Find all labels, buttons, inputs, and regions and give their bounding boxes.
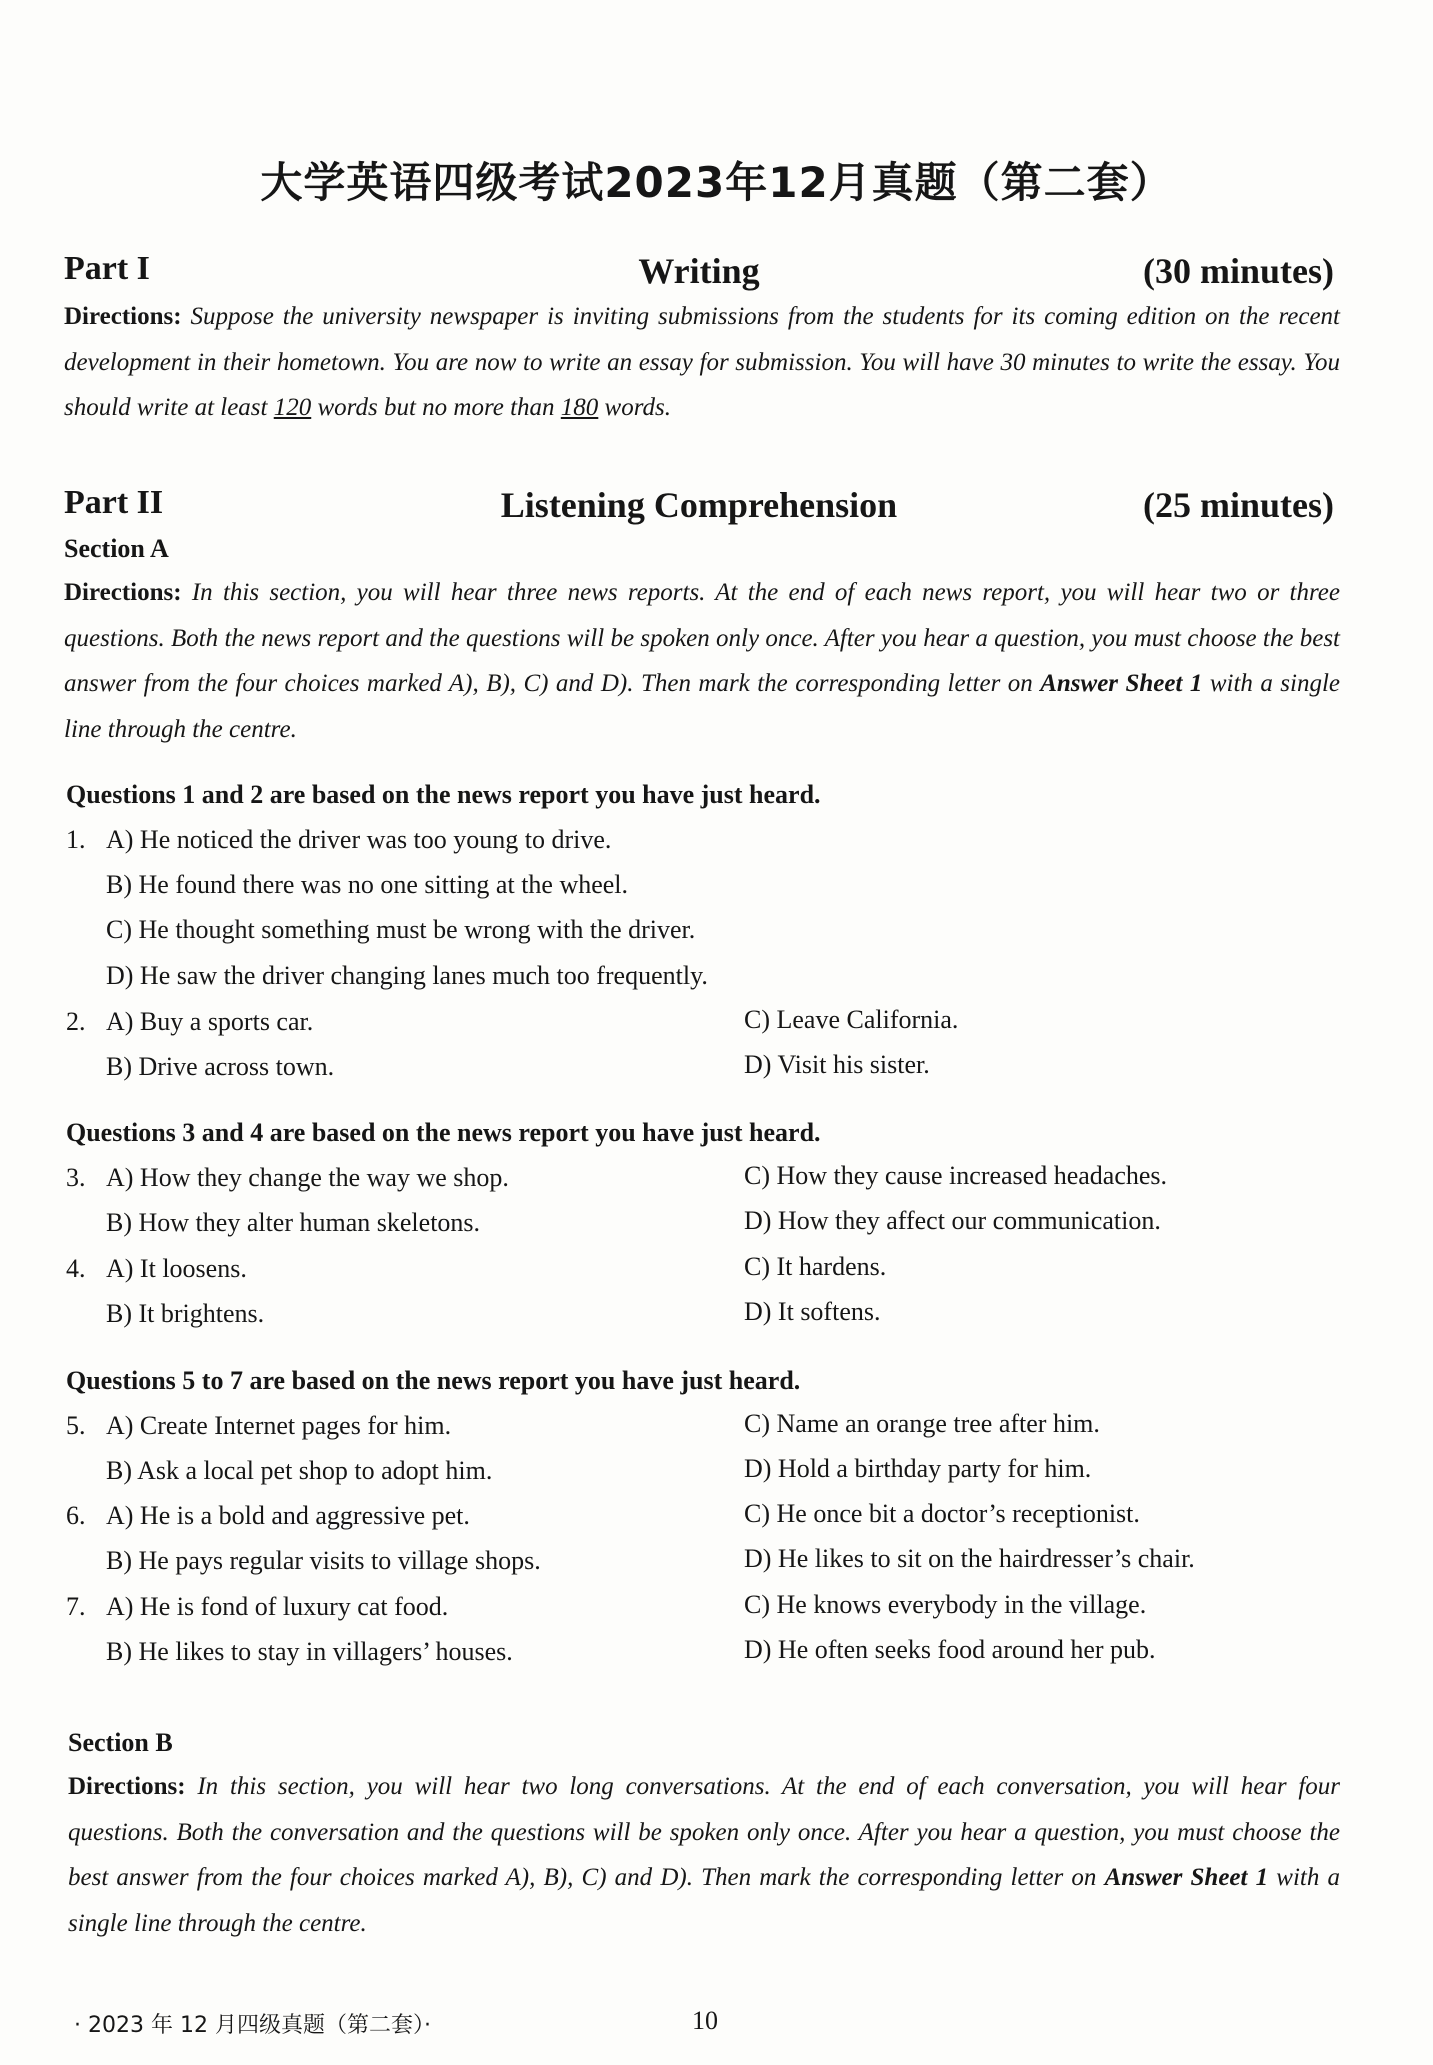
option-c: C) Name an orange tree after him. <box>744 1409 1100 1438</box>
question-number: 1. <box>66 825 86 854</box>
option-a: A) He is fond of luxury cat food. <box>106 1592 449 1621</box>
directions-text: Suppose the university newspaper is inviting submissions from the students for its coming edition on the recent development in their hometown. You are now to write an essay for submission. You will have 30 minutes to write the essay. You should write at least <box>64 303 1341 421</box>
option-d: D) Hold a birthday party for him. <box>744 1454 1092 1483</box>
option-a: A) How they change the way we shop. <box>106 1163 509 1192</box>
option-b: B) How they alter human skeletons. <box>106 1208 481 1237</box>
option-b: B) It brightens. <box>106 1299 265 1328</box>
question-number: 3. <box>66 1163 86 1192</box>
answer-sheet-ref: Answer Sheet 1 <box>1104 1864 1269 1891</box>
question-group-heading: Questions 3 and 4 are based on the news report you have just heard. <box>66 1118 821 1147</box>
question-number: 5. <box>66 1411 86 1440</box>
option-c: C) It hardens. <box>744 1252 887 1281</box>
part1-label: Part I <box>64 250 150 287</box>
directions-text: words. <box>598 394 672 421</box>
section-a-directions <box>64 570 1340 752</box>
option-c: C) He thought something must be wrong with the driver. <box>106 915 696 944</box>
option-a: A) It loosens. <box>106 1254 247 1283</box>
question-number: 7. <box>66 1592 86 1621</box>
part1-header <box>64 250 1334 298</box>
part1-name: Writing <box>638 251 760 291</box>
directions-text: with a single line through the centre. <box>68 1864 1341 1937</box>
option-c: C) He once bit a doctor’s receptionist. <box>744 1499 1140 1528</box>
question-number: 4. <box>66 1254 86 1283</box>
option-c: C) Leave California. <box>744 1005 959 1034</box>
directions-text: with a single line through the centre. <box>64 670 1340 743</box>
question-group-heading: Questions 1 and 2 are based on the news report you have just heard. <box>66 780 821 809</box>
part2-header <box>64 484 1334 532</box>
directions-text: In this section, you will hear two long conversations. At the end of each conversation, you will hear four questions. Both the conversation and the questions will be spoken only once. After you hear a question, you must choose the best answer from the four choices marked A), B), C) and D). Then mark the corresponding letter on <box>68 1773 1340 1891</box>
option-b: B) Drive across town. <box>106 1052 335 1081</box>
option-c: C) How they cause increased headaches. <box>744 1161 1168 1190</box>
page-number: 10 <box>692 2006 718 2035</box>
option-d: D) How they affect our communication. <box>744 1206 1161 1235</box>
footer-exam-label: · 2023 年 12 月四级真题（第二套）· <box>74 2013 431 2038</box>
option-d: D) Visit his sister. <box>744 1050 930 1079</box>
option-b: B) He likes to stay in villagers’ houses. <box>106 1637 513 1666</box>
part2-time: (25 minutes) <box>1143 485 1334 525</box>
max-words: 180 <box>560 394 599 421</box>
part1-time: (30 minutes) <box>1143 251 1334 291</box>
option-a: A) He is a bold and aggressive pet. <box>106 1501 470 1530</box>
option-d: D) He likes to sit on the hairdresser’s chair. <box>744 1544 1195 1573</box>
question-number: 6. <box>66 1501 86 1530</box>
directions-text: In this section, you will hear three news reports. At the end of each news report, you will hear two or three questions. Both the news report and the questions will be spoken only once. After you hear a question, you must choose the best answer from the four choices marked A), B), C) and D). Then mark the corresponding letter on <box>64 579 1341 697</box>
directions-text: words but no more than <box>311 394 561 421</box>
part2-name: Listening Comprehension <box>500 485 898 525</box>
answer-sheet-ref: Answer Sheet 1 <box>1040 670 1203 697</box>
option-a: A) Create Internet pages for him. <box>106 1411 452 1440</box>
section-a-label: Section A <box>64 534 169 563</box>
option-a: A) He noticed the driver was too young to drive. <box>106 825 612 854</box>
option-b: B) Ask a local pet shop to adopt him. <box>106 1456 493 1485</box>
option-b: B) He found there was no one sitting at the wheel. <box>106 870 629 899</box>
page-title: 大学英语四级考试2023年12月真题（第二套） <box>260 158 1173 207</box>
option-d: D) He saw the driver changing lanes much too frequently. <box>106 961 708 990</box>
directions-label: Directions: <box>64 579 182 606</box>
option-d: D) It softens. <box>744 1297 881 1326</box>
question-number: 2. <box>66 1007 86 1036</box>
option-c: C) He knows everybody in the village. <box>744 1590 1147 1619</box>
section-b-directions <box>68 1764 1340 1946</box>
section-b-label: Section B <box>68 1728 173 1757</box>
part1-directions <box>64 294 1340 431</box>
directions-label: Directions: <box>68 1773 186 1800</box>
option-a: A) Buy a sports car. <box>106 1007 314 1036</box>
part2-label: Part II <box>64 484 164 521</box>
option-b: B) He pays regular visits to village shops. <box>106 1546 541 1575</box>
directions-label: Directions: <box>64 303 182 330</box>
question-group-heading: Questions 5 to 7 are based on the news report you have just heard. <box>66 1366 801 1395</box>
min-words: 120 <box>273 394 312 421</box>
option-d: D) He often seeks food around her pub. <box>744 1635 1156 1664</box>
